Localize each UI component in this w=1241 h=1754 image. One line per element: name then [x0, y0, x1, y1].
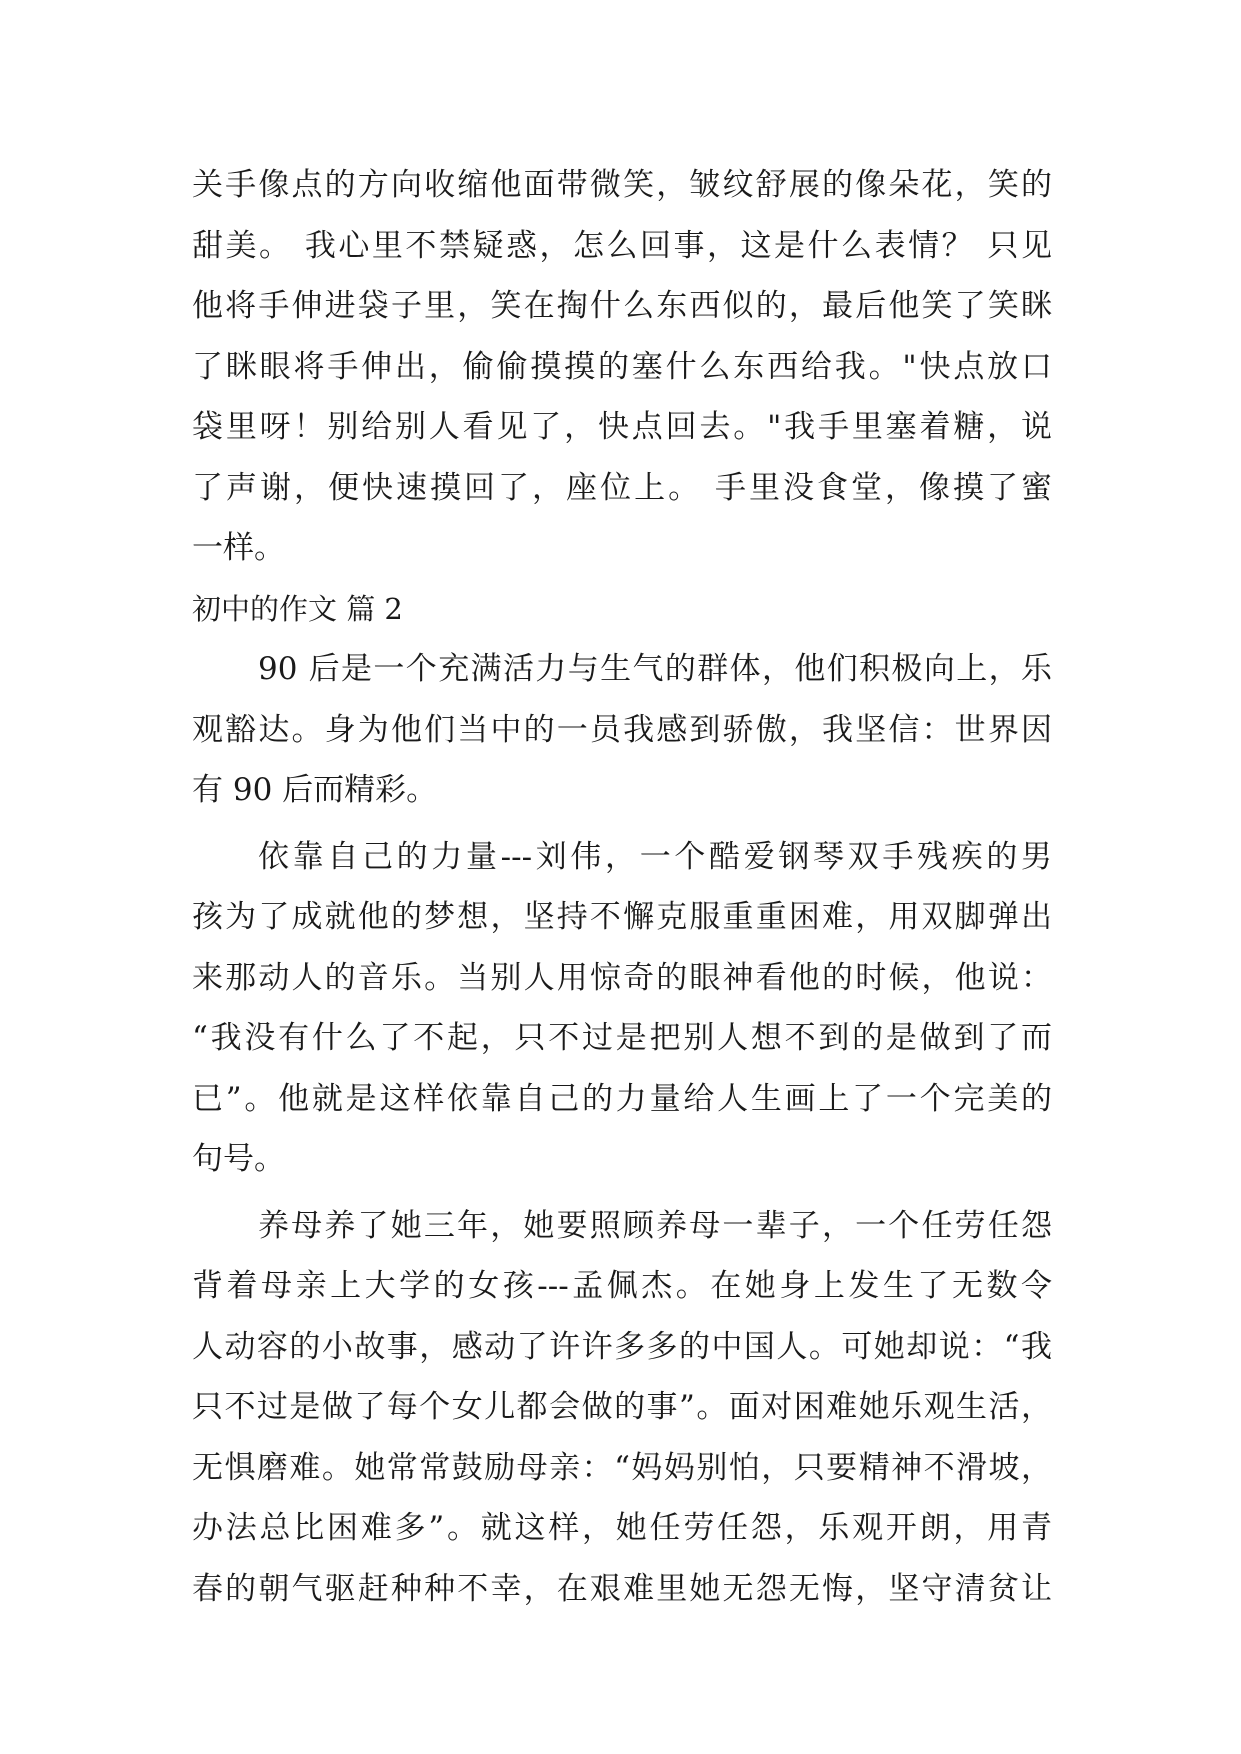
text-line: 甜美。 我心里不禁疑惑，怎么回事，这是什么表情？ 只见 [192, 227, 1052, 264]
text-line: 人动容的小故事，感动了许许多多的中国人。可她却说：“我 [192, 1328, 1052, 1365]
text-line: 无惧磨难。她常常鼓励母亲：“妈妈别怕，只要精神不滑坡， [192, 1449, 1052, 1486]
text-line: 关手像点的方向收缩他面带微笑，皱纹舒展的像朵花，笑的 [192, 167, 1052, 203]
text-line: 春的朝气驱赶种种不幸，在艰难里她无怨无悔，坚守清贫让 [192, 1570, 1052, 1607]
text-line: 90 后是一个充满活力与生气的群体，他们积极向上，乐 [258, 651, 1052, 687]
text-line: 他将手伸进袋子里，笑在掏什么东西似的，最后他笑了笑眯 [192, 288, 1052, 324]
text-line: 观豁达。身为他们当中的一员我感到骄傲，我坚信：世界因 [192, 711, 1052, 748]
text-line: 了眯眼将手伸出，偷偷摸摸的塞什么东西给我。"快点放口 [192, 348, 1052, 385]
text-line: 有 90 后而精彩。 [192, 772, 438, 808]
text-line: 养母养了她三年，她要照顾养母一辈子，一个任劳任怨 [258, 1207, 1052, 1244]
text-line: 已”。他就是这样依靠自己的力量给人生画上了一个完美的 [192, 1080, 1052, 1117]
paragraph-3 [192, 1196, 1052, 1620]
text-line: 背着母亲上大学的女孩---孟佩杰。在她身上发生了无数令 [192, 1268, 1052, 1304]
text-line: 孩为了成就他的梦想，坚持不懈克服重重困难，用双脚弹出 [192, 899, 1052, 935]
section-heading: 初中的作文 篇 2 [192, 591, 403, 626]
text-line: 了声谢，便快速摸回了，座位上。 手里没食堂，像摸了蜜 [192, 469, 1052, 506]
document-page [192, 155, 1052, 1619]
text-line: 只不过是做了每个女儿都会做的事”。面对困难她乐观生活， [192, 1389, 1052, 1425]
continuation-paragraph [192, 155, 1052, 579]
paragraph-2 [192, 827, 1052, 1190]
text-line: 办法总比困难多”。就这样，她任劳任怨，乐观开朗，用青 [192, 1510, 1052, 1546]
text-line: 一样。 [192, 530, 285, 566]
text-line: “我没有什么了不起，只不过是把别人想不到的是做到了而 [192, 1020, 1052, 1056]
text-line: 句号。 [192, 1141, 285, 1177]
text-line: 来那动人的音乐。当别人用惊奇的眼神看他的时候，他说： [192, 959, 1052, 996]
text-line: 袋里呀！别给别人看见了，快点回去。"我手里塞着糖，说 [192, 409, 1052, 445]
text-line: 依靠自己的力量---刘伟，一个酷爱钢琴双手残疾的男 [258, 838, 1052, 875]
paragraph-1 [192, 639, 1052, 821]
